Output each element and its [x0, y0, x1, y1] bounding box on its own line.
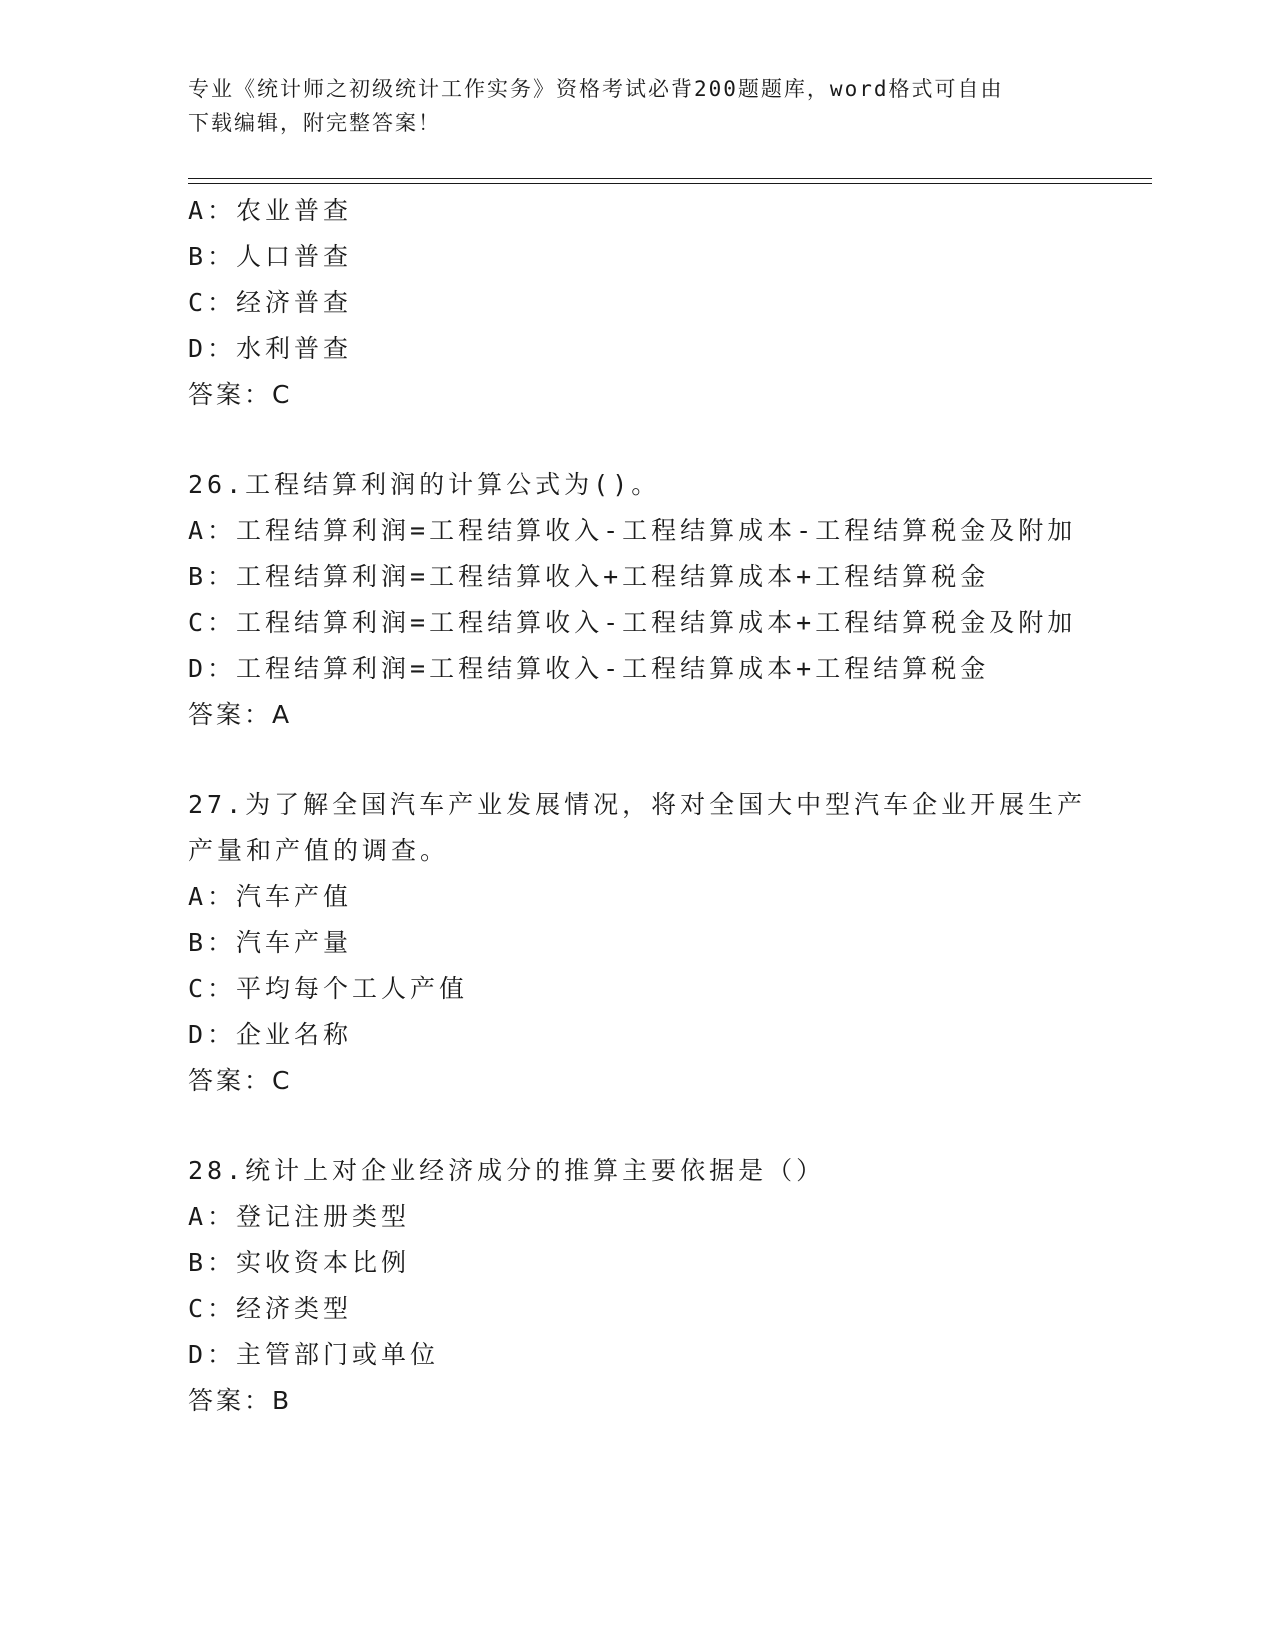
option-d: D：工程结算利润=工程结算收入-工程结算成本+工程结算税金 [188, 654, 990, 683]
option-b: B：实收资本比例 [188, 1248, 411, 1277]
answer: 答案：B [188, 1386, 293, 1415]
option-c: C：工程结算利润=工程结算收入-工程结算成本+工程结算税金及附加 [188, 608, 1077, 637]
question-28 [188, 1148, 1148, 1424]
option-a: A：登记注册类型 [188, 1202, 411, 1231]
question-26 [188, 462, 1148, 738]
header-line-1: 专业《统计师之初级统计工作实务》资格考试必背200题题库，word格式可自由 [188, 77, 1004, 101]
option-d: D：企业名称 [188, 1020, 353, 1049]
question-list [188, 188, 1148, 1424]
question-text: 28.统计上对企业经济成分的推算主要依据是（） [188, 1156, 826, 1185]
option-a: A：工程结算利润=工程结算收入-工程结算成本-工程结算税金及附加 [188, 516, 1077, 545]
question-text: 26.工程结算利润的计算公式为()。 [188, 470, 661, 499]
option-c: C：经济类型 [188, 1294, 353, 1323]
header-line-2: 下载编辑，附完整答案！ [188, 111, 441, 135]
document-header [188, 72, 1068, 140]
option-d: D：水利普查 [188, 334, 353, 363]
question-27 [188, 782, 1148, 1104]
option-d: D：主管部门或单位 [188, 1340, 440, 1369]
header-rule-bottom [188, 183, 1152, 184]
option-b: B：汽车产量 [188, 928, 353, 957]
answer: 答案：C [188, 380, 293, 409]
question-text-line-2: 产量和产值的调查。 [188, 836, 450, 865]
option-c: C：经济普查 [188, 288, 353, 317]
option-b: B：工程结算利润=工程结算收入+工程结算成本+工程结算税金 [188, 562, 990, 591]
question-text-line-1: 27.为了解全国汽车产业发展情况，将对全国大中型汽车企业开展生产 [188, 790, 1087, 819]
answer: 答案：C [188, 1066, 293, 1095]
option-a: A：汽车产值 [188, 882, 353, 911]
option-c: C：平均每个工人产值 [188, 974, 469, 1003]
header-rule-top [188, 178, 1152, 179]
answer: 答案：A [188, 700, 293, 729]
option-b: B：人口普查 [188, 242, 353, 271]
option-a: A：农业普查 [188, 196, 353, 225]
question-25 [188, 188, 1148, 418]
